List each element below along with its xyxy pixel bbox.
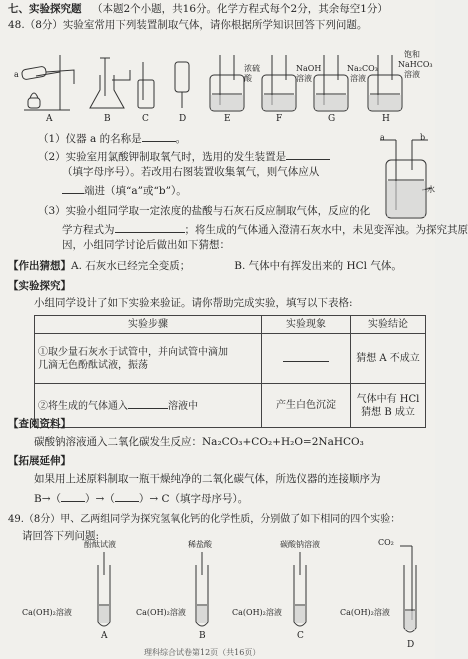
q49-subhead: 请回答下列问题:	[22, 530, 100, 542]
extension-heading: 【拓展延伸】	[8, 455, 71, 467]
tube-label-a: A	[101, 631, 108, 641]
reagent-co2: CO₂	[378, 538, 394, 547]
row2-conclusion-line1: 气体中有 HCl	[356, 393, 420, 405]
tube-label-d: D	[407, 640, 415, 650]
bottle-e-label-2: 酸	[244, 74, 252, 83]
bottle-h-label-2: NaHCO₃	[398, 60, 433, 69]
row2-phenomenon: 产生白色沉淀	[262, 384, 351, 428]
explore-heading: 【实验探究】	[8, 280, 71, 292]
bottle-f-label-2: 溶液	[296, 74, 312, 83]
app-label-h: H	[382, 114, 390, 124]
section-title: 七、实验探究题	[8, 3, 82, 15]
guess-b: B. 气体中有挥发出来的 HCl 气体。	[234, 260, 402, 272]
ext-prefix: B→（	[34, 493, 62, 505]
port-b-label: b	[420, 133, 426, 142]
ext-mid: ）→（	[85, 493, 115, 505]
app-label-b: B	[104, 114, 111, 124]
bottle-e-label-1: 浓硫	[244, 64, 260, 73]
extension-line1: 如果用上述原料制取一瓶干燥纯净的二氧化碳气体，所选仪器的连接顺序为	[34, 473, 381, 485]
ext-suffix: ）→ C（填字母序号）。	[138, 493, 249, 505]
app-label-a: A	[46, 114, 53, 124]
app-label-f: F	[276, 114, 283, 124]
guess-heading: 【作出猜想】	[8, 260, 71, 272]
col-header-conclusion: 实验结论	[351, 316, 426, 334]
tube-b-solution: Ca(OH)₂溶液	[136, 608, 186, 617]
q48-head: 48.（8分）实验室常用下列装置制取气体，请你根据所学知识回答下列问题。	[8, 19, 368, 31]
col-header-phenomenon: 实验现象	[262, 316, 351, 334]
q2-prompt-3: 端进（填“a”或“b”）。	[84, 185, 187, 197]
reagent-na2co3: 碳酸钠溶液	[280, 540, 320, 549]
app-label-g: G	[328, 114, 336, 124]
bottle-g-label-2: 溶液	[350, 74, 366, 83]
port-a-label: a	[380, 133, 385, 142]
tube-c-solution: Ca(OH)₂溶液	[232, 608, 282, 617]
q2-prompt: （2）实验室用氯酸钾制取氧气时，选用的发生装置是	[38, 151, 287, 163]
row1-conclusion: 猜想 A 不成立	[351, 334, 426, 384]
bottle-h-label-3: 溶液	[404, 70, 420, 79]
reference-text: 碳酸钠溶液通入二氧化碳发生反应：Na₂CO₃+CO₂+H₂O=2NaHCO₃	[34, 436, 364, 448]
tube-a-solution: Ca(OH)₂溶液	[22, 608, 72, 617]
app-label-e: E	[224, 114, 231, 124]
bottle-g-label-1: Na₂CO₃	[347, 64, 378, 73]
section-rule: （本题2个小题，共16分。化学方程式每个2分，其余每空1分）	[92, 3, 388, 15]
bottle-h-label-1: 饱和	[404, 50, 420, 59]
col-header-step: 实验步骤	[35, 316, 262, 334]
reagent-phenolphthalein: 酚酞试液	[84, 540, 116, 549]
row2-conclusion-line2: 猜想 B 成立	[361, 406, 415, 418]
row1-step-line2: 几滴无色酚酞试液，振荡	[38, 359, 148, 371]
app-label-d: D	[179, 114, 187, 124]
bottle-f-label-1: NaOH	[296, 64, 322, 73]
tube-label-b: B	[199, 631, 206, 641]
q3-line3: 因，小组同学讨论后做出如下猜想：	[62, 239, 230, 251]
q1-prompt: （1）仪器 a 的名称是	[38, 133, 142, 145]
row1-step-line1: ①取少量石灰水于试管中，并向试管中滴加	[38, 346, 228, 358]
q2-prompt-2: （填字母序号）。若改用右图装置收集氧气，则气体应从	[62, 166, 320, 178]
page-footer: 理科综合试卷第12页（共16页）	[144, 648, 261, 657]
reagent-hcl: 稀盐酸	[188, 540, 212, 549]
tube-d-solution: Ca(OH)₂溶液	[340, 608, 390, 617]
instrument-a-label: a	[14, 70, 19, 79]
row2-step-prefix: ②将生成的气体通入	[38, 401, 128, 412]
reference-heading: 【查阅资料】	[8, 418, 71, 430]
q49-head: 49.（8分）甲、乙两组同学为探究氢氧化钙的化学性质，分别做了如下相同的四个实验：	[8, 514, 401, 525]
guess-a: A. 石灰水已经完全变质；	[71, 260, 191, 272]
q3-prompt: 学方程式为	[62, 224, 115, 236]
tube-label-c: C	[297, 631, 304, 641]
q3-prompt-2: ；将生成的气体通入澄清石灰水中，未见变浑浊。为探究其原	[184, 224, 468, 236]
explore-text: 小组同学设计了如下实验来验证。请你帮助完成实验，填写以下表格:	[34, 297, 353, 309]
q1-end: 。	[175, 133, 187, 145]
row2-step-suffix: 溶液中	[168, 401, 198, 412]
q3-line1: （3）实验小组同学取一定浓度的盐酸与石灰石反应制取气体，反应的化	[38, 205, 371, 217]
water-label: 水	[427, 185, 435, 194]
app-label-c: C	[142, 114, 149, 124]
